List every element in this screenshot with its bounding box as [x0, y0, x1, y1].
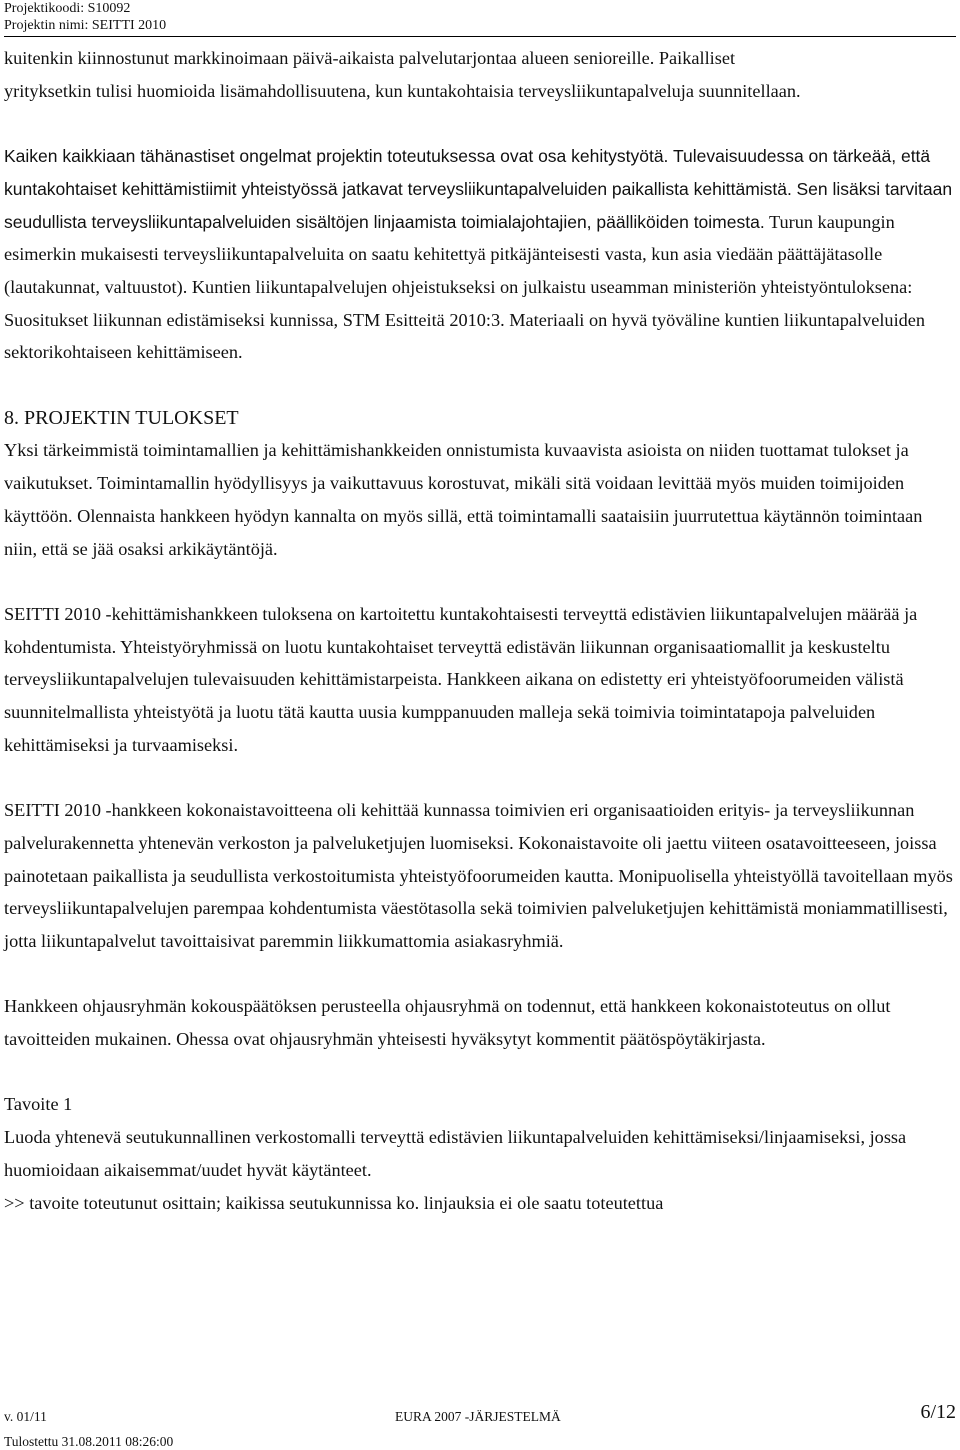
paragraph-overall-goal: SEITTI 2010 -hankkeen kokonaistavoitteena oli kehittää kunnassa toimivien eri organisaatioiden erityis- ja terveysliikunnan palvelurakennetta yhtenevän verkoston ja palveluketjujen luomiseksi. Kokonaistavoite oli jaettu viiteen osatavoitteeseen, joissa painotetaan paikallista ja seudullista verkostoitumista yhteistyöfoorumeiden kautta. Monipuolisella yhteistyöllä tavoitellaan myös terveysliikuntapalvelujen parempaa kohdentumista väestötasolla sekä toimivien palveluketjujen kehittämistä moniammatillisesti, jotta liikuntapalvelut tavoittaisivat paremmin liikkumattomia asiakasryhmiä. [4, 800, 953, 951]
version-label: v. 01/11 [4, 1409, 47, 1424]
paragraph-steering-group: Hankkeen ohjausryhmän kokouspäätöksen perusteella ohjausryhmä on todennut, että hankkeen kokonaistoteutus on ollut tavoitteiden mukainen. Ohessa ovat ohjausryhmän yhteisesti hyväksytyt kommentit päätöspöytäkirjasta. [4, 996, 891, 1050]
page-number: 6/12 [920, 1401, 956, 1423]
document-header [4, 0, 166, 34]
goal-text: Luoda yhtenevä seutukunnallinen verkostomalli terveyttä edistävien liikuntapalveluiden kehittämiseksi/linjaamiseksi, jossa huomioidaan aikaisemmat/uudet hyvät käytänteet. [4, 1127, 907, 1180]
project-code: Projektikoodi: S10092 [4, 1, 131, 16]
sentence-sans: Sen lisäksi tarvitaan seudullista terveysliikuntapalveluiden sisältöjen linjaamista toimialajohtajien, päälliköiden toimesta. [4, 178, 953, 232]
paragraph-results-intro: Yksi tärkeimmistä toimintamallien ja kehittämishankkeiden onnistumista kuvaavista asioista on niiden tuottamat tulokset ja vaikutukset. Toimintamallin hyödyllisyys ja vaikuttavuus korostuvat, mikäli sitä voidaan levittää myös muiden toimijoiden käyttöön. Olennaista hankkeen hyödyn kannalta on myös sillä, että toimintamalli saataisiin juurrutettua käytännön toimintaan niin, että se jää osaksi arkikäytäntöjä. [4, 440, 923, 559]
project-name: Projektin nimi: SEITTI 2010 [4, 18, 167, 33]
system-label: EURA 2007 -JÄRJESTELMÄ [395, 1409, 561, 1424]
paragraph-development-work [4, 140, 954, 369]
paragraph-gap [4, 107, 954, 140]
sentence-sans: Kaiken kaikkiaan tähänastiset ongelmat projektin toteutuksessa ovat osa kehitystyötä. [4, 146, 669, 167]
goal-title: Tavoite 1 [4, 1094, 73, 1115]
document-body [4, 42, 954, 1219]
paragraph-gap [4, 1056, 954, 1089]
sentence-sans: Tulevaisuudessa on tärkeää, että kuntakohtaiset kehittämistiimit yhteistyössä jatkavat terveysliikuntapalveluiden paikallista kehittämistä. [4, 146, 931, 199]
paragraph-intro-continuation [4, 42, 954, 107]
paragraph-gap [4, 761, 954, 794]
section-heading: 8. PROJEKTIN TULOKSET [4, 406, 239, 429]
printed-timestamp: Tulostettu 31.08.2011 08:26:00 [4, 1434, 174, 1449]
goal-status: >> tavoite toteutunut osittain; kaikissa seutukunnissa ko. linjauksia ei ole saatu toteutettua [4, 1192, 664, 1213]
paragraph-gap [4, 958, 954, 991]
paragraph-text: Turun kaupungin esimerkin mukaisesti terveysliikuntapalveluita on saatu kehitettyä pitkäjänteisesti vasta, kun asia viedään päättäjätasolle (lautakunnat, valtuustot). Kuntien liikuntapalvelujen ohjeistukseksi on julkaistu useamman ministeriön yhteistyöntuloksena: Suositukset liikunnan edistämiseksi kunnissa, STM Esitteitä 2010:3. Materiaali on hyvä työväline kuntien liikuntapalveluiden sektorikohtaiseen kehittämiseen. [4, 211, 926, 363]
paragraph-line: yrityksetkin tulisi huomioida lisämahdollisuutena, kun kuntakohtaisia terveysliikuntapalveluja suunnitellaan. [4, 80, 801, 101]
paragraph-line: kuitenkin kiinnostunut markkinoimaan päivä-aikaista palvelutarjontaa alueen senioreille. Paikalliset [4, 48, 736, 68]
paragraph-gap [4, 565, 954, 598]
paragraph-gap [4, 369, 954, 402]
header-divider [4, 36, 956, 37]
paragraph-results-mapping: SEITTI 2010 -kehittämishankkeen tuloksena on kartoitettu kuntakohtaisesti terveyttä edistävien liikuntapalvelujen määrää ja kohdentumista. Yhteistyöryhmissä on luotu kuntakohtaiset terveyttä edistävän liikunnan organisaatiomallit ja keskusteltu terveysliikuntapalvelujen tulevaisuuden kehittämistarpeista. Hankkeen aikana on edistetty eri yhteistyöfoorumeiden välistä suunnitelmallista yhteistyötä ja luotu tätä kautta uusia kumppanuuden malleja sekä toimivia toimintatapoja palveluiden kehittämiseksi ja turvaamiseksi. [4, 603, 918, 755]
